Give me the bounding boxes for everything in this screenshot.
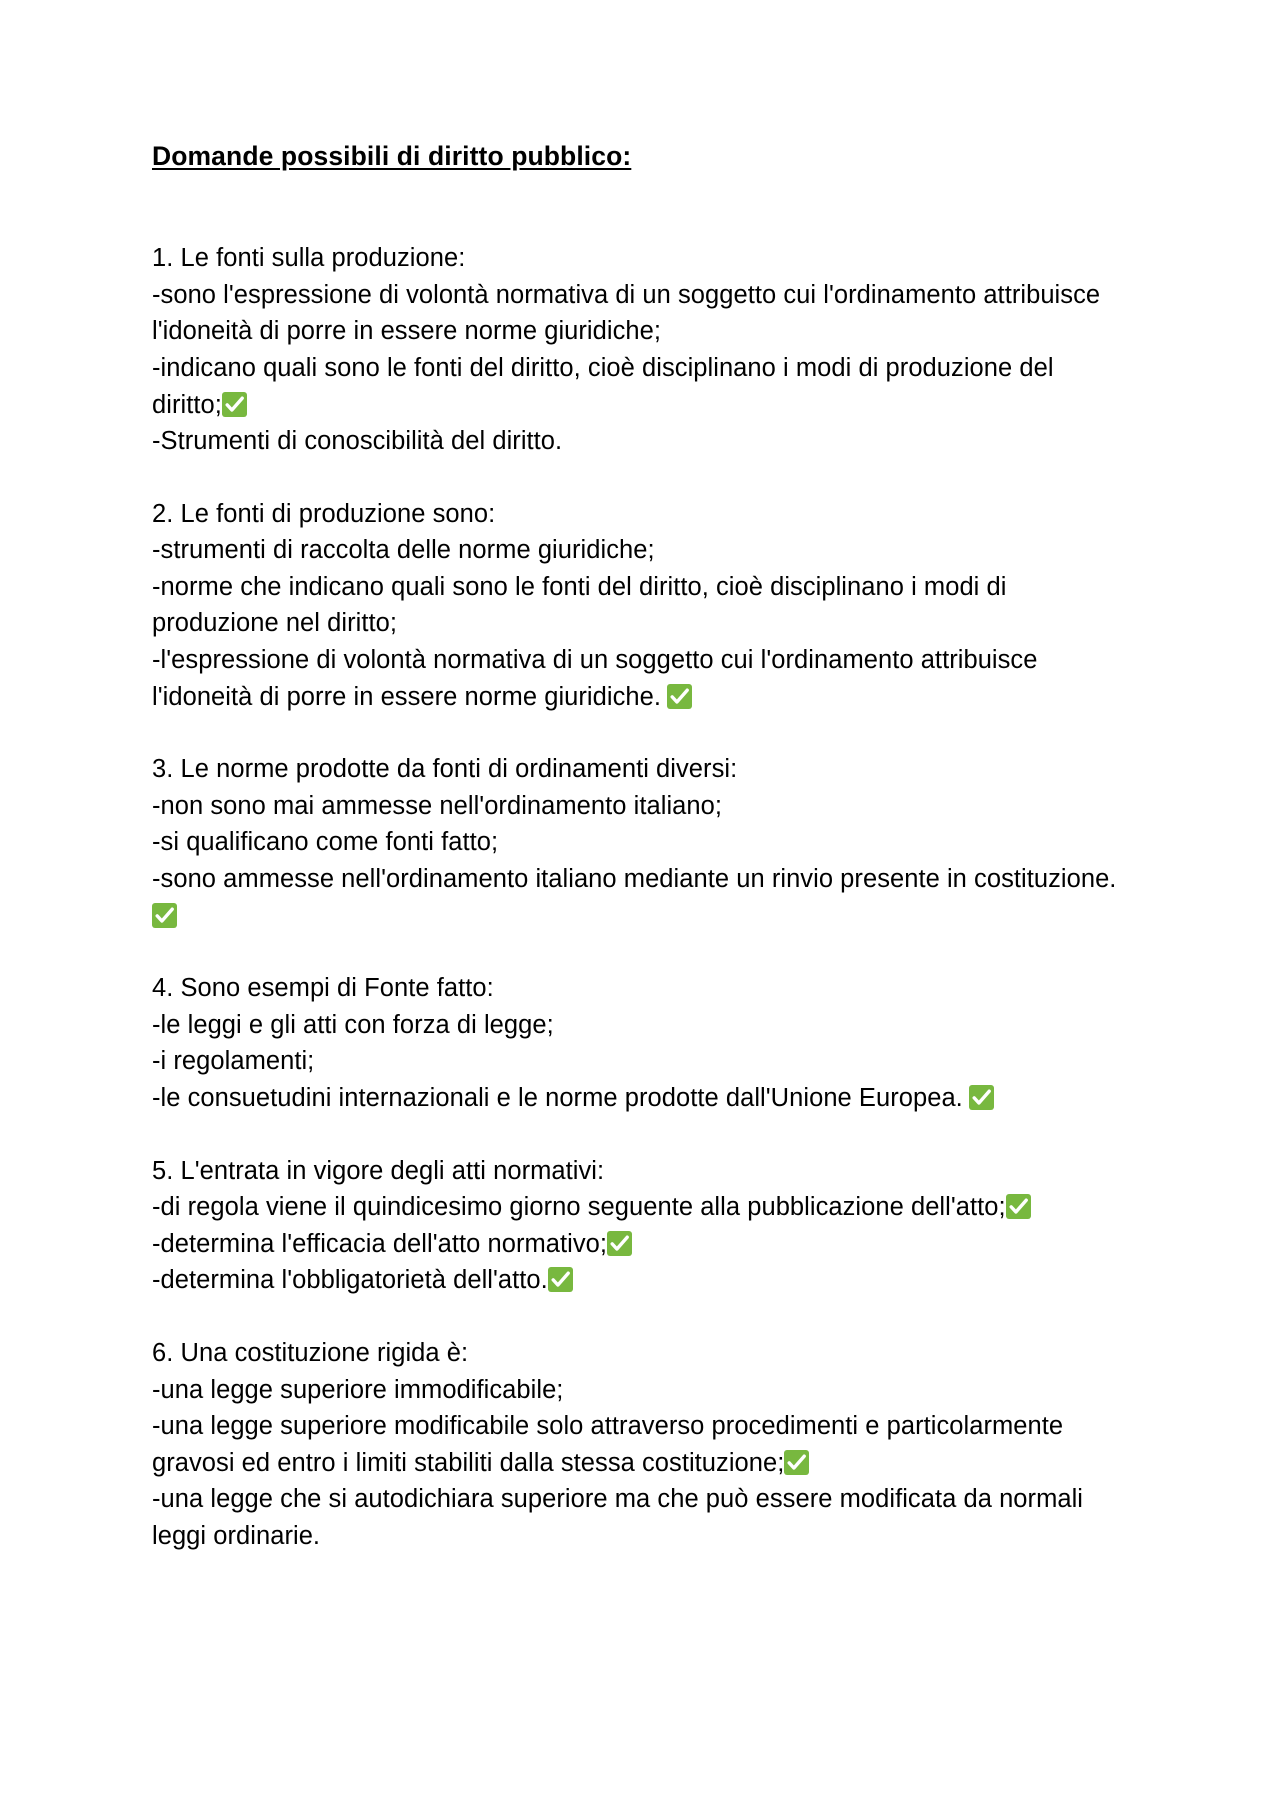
- questions-list: [152, 240, 1117, 1554]
- answer-text: -una legge superiore modificabile solo attraverso procedimenti e particolarmente gravosi ed entro i limiti stabiliti dalla stessa costituzione;: [152, 1412, 1064, 1477]
- question-stem: 1. Le fonti sulla produzione:: [152, 244, 466, 273]
- answer-text: -determina l'efficacia dell'atto normativo;: [152, 1229, 608, 1258]
- check-mark-icon: [222, 392, 247, 417]
- question-stem: 5. L'entrata in vigore degli atti normativi:: [152, 1156, 605, 1185]
- answer-text: -sono l'espressione di volontà normativa di un soggetto cui l'ordinamento attribuisce l'idoneità di porre in essere norme giuridiche;: [152, 280, 1101, 346]
- check-mark-icon: [548, 1267, 573, 1292]
- answer-text: -Strumenti di conoscibilità del diritto.: [152, 427, 563, 456]
- answer-text: -una legge che si autodichiara superiore ma che può essere modificata da normali leggi ordinarie.: [152, 1485, 1084, 1550]
- answer-option: [152, 1043, 1117, 1080]
- answer-text: -l'espressione di volontà normativa di un soggetto cui l'ordinamento attribuisce l'idoneità di porre in essere norme giuridiche.: [152, 646, 1038, 711]
- answer-text: -una legge superiore immodificabile;: [152, 1375, 564, 1404]
- check-mark-icon: [784, 1450, 809, 1475]
- answer-option: [152, 532, 1117, 569]
- question-block: [152, 1335, 1117, 1555]
- answer-text: -sono ammesse nell'ordinamento italiano mediante un rinvio presente in costituzione.: [152, 865, 1117, 894]
- question-block: [152, 970, 1117, 1116]
- answer-option: [152, 1080, 1117, 1117]
- answer-option: [152, 1189, 1117, 1226]
- answer-option: [152, 277, 1117, 350]
- answer-text: -i regolamenti;: [152, 1047, 315, 1076]
- answer-option: [152, 350, 1117, 423]
- answer-text: -non sono mai ammesse nell'ordinamento italiano;: [152, 791, 722, 820]
- question-stem: 6. Una costituzione rigida è:: [152, 1338, 469, 1367]
- question-stem: 3. Le norme prodotte da fonti di ordinamenti diversi:: [152, 755, 738, 784]
- check-mark-icon: [607, 1231, 632, 1256]
- check-mark-icon: [152, 903, 177, 928]
- answer-text: -norme che indicano quali sono le fonti del diritto, cioè disciplinano i modi di produzione nel diritto;: [152, 572, 1007, 638]
- page-title: Domande possibili di diritto pubblico:: [152, 141, 632, 171]
- answer-text: -di regola viene il quindicesimo giorno seguente alla pubblicazione dell'atto;: [152, 1193, 1006, 1222]
- question-block: [152, 1153, 1117, 1299]
- answer-option: [152, 824, 1117, 861]
- answer-text: -le leggi e gli atti con forza di legge;: [152, 1010, 554, 1039]
- answer-text: -strumenti di raccolta delle norme giuridiche;: [152, 536, 655, 565]
- question-block: [152, 751, 1117, 934]
- answer-option: [152, 1226, 1117, 1263]
- answer-option: [152, 423, 1117, 460]
- answer-text: -le consuetudini internazionali e le norme prodotte dall'Unione Europea.: [152, 1084, 963, 1112]
- check-mark-icon: [1006, 1194, 1031, 1219]
- answer-text: -determina l'obbligatorietà dell'atto.: [152, 1266, 548, 1295]
- check-mark-icon: [667, 684, 692, 709]
- document-body: [152, 140, 1117, 1555]
- question-stem: 2. Le fonti di produzione sono:: [152, 499, 496, 528]
- question-block: [152, 240, 1117, 460]
- answer-option: [152, 569, 1117, 642]
- answer-option: [152, 1372, 1117, 1409]
- answer-option: [152, 1481, 1117, 1554]
- answer-option: [152, 642, 1117, 715]
- answer-text: -indicano quali sono le fonti del diritto, cioè disciplinano i modi di produzione del diritto;: [152, 353, 1054, 419]
- answer-option: [152, 1408, 1117, 1481]
- question-block: [152, 496, 1117, 716]
- check-mark-icon: [969, 1085, 994, 1110]
- answer-option: [152, 788, 1117, 825]
- answer-option: [152, 1262, 1117, 1299]
- answer-option: [152, 1007, 1117, 1044]
- answer-option: [152, 861, 1117, 934]
- title-spacer: [152, 173, 1117, 240]
- question-stem: 4. Sono esempi di Fonte fatto:: [152, 974, 494, 1003]
- answer-text: -si qualificano come fonti fatto;: [152, 828, 499, 857]
